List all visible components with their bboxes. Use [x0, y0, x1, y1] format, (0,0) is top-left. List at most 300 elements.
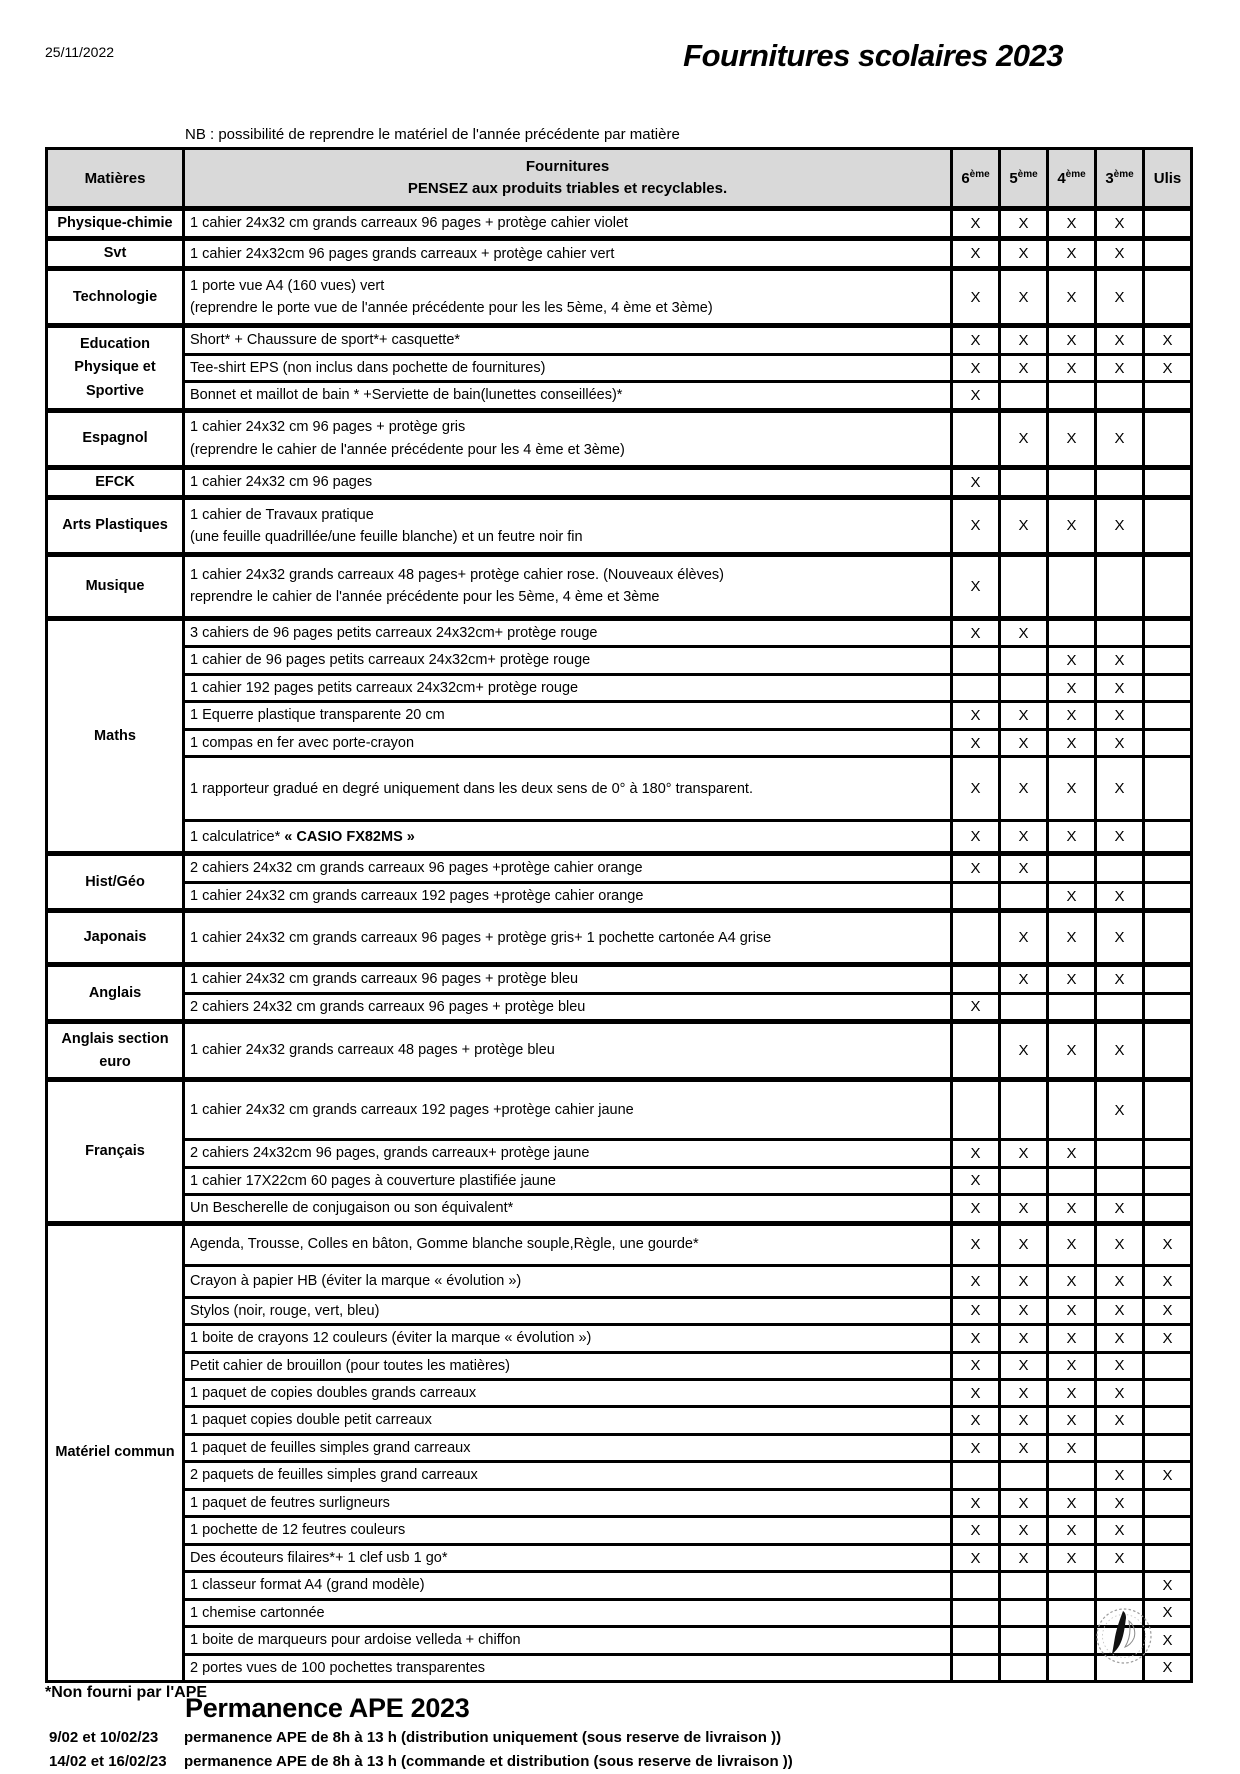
mark-cell: X — [1048, 1380, 1096, 1407]
table-row — [47, 1627, 1192, 1654]
mark-cell: X — [1096, 965, 1144, 993]
mark-cell — [1144, 467, 1192, 497]
mark-cell: X — [1000, 965, 1048, 993]
mark-cell — [1048, 1462, 1096, 1489]
mark-cell: X — [952, 1195, 1000, 1223]
mark-cell — [1144, 821, 1192, 854]
mark-cell: X — [1048, 1517, 1096, 1544]
mark-cell: X — [1000, 269, 1048, 326]
nb-note: NB : possibilité de reprendre le matériel de l'année précédente par matière — [185, 126, 680, 143]
mark-cell: X — [1048, 674, 1096, 701]
mark-cell: X — [1096, 1462, 1144, 1489]
supply-cell: 1 chemise cartonnée — [184, 1599, 952, 1626]
mark-cell: X — [1000, 1297, 1048, 1324]
mark-cell — [952, 911, 1000, 965]
supply-cell: 1 cahier 24x32 grands carreaux 48 pages + protège bleu — [184, 1022, 952, 1080]
mark-cell: X — [952, 497, 1000, 554]
mark-cell: X — [1000, 410, 1048, 467]
supply-cell: 2 cahiers 24x32cm 96 pages, grands carreaux+ protège jaune — [184, 1140, 952, 1167]
mark-cell: X — [1000, 1325, 1048, 1352]
mark-cell: X — [1000, 326, 1048, 354]
mark-cell — [1144, 729, 1192, 756]
mark-cell: X — [1096, 209, 1144, 239]
supply-cell: 2 cahiers 24x32 cm grands carreaux 96 pages + protège bleu — [184, 993, 952, 1021]
mark-cell — [1048, 854, 1096, 882]
header-grade-4eme: 4ème — [1048, 149, 1096, 209]
table-row — [47, 209, 1192, 239]
table-row — [47, 1325, 1192, 1352]
mark-cell: X — [1048, 269, 1096, 326]
mark-cell — [1000, 467, 1048, 497]
mark-cell — [1000, 1167, 1048, 1194]
supply-cell: 2 portes vues de 100 pochettes transparentes — [184, 1654, 952, 1681]
mark-cell: X — [952, 1407, 1000, 1434]
mark-cell — [1048, 1654, 1096, 1681]
mark-cell: X — [1096, 1489, 1144, 1516]
supply-cell: 1 cahier 24x32 cm grands carreaux 192 pages +protège cahier jaune — [184, 1080, 952, 1140]
header-grade-6eme: 6ème — [952, 149, 1000, 209]
mark-cell: X — [1048, 647, 1096, 674]
mark-cell: X — [1000, 854, 1048, 882]
supply-cell: 1 paquet de copies doubles grands carreaux — [184, 1380, 952, 1407]
supply-cell: 1 Equerre plastique transparente 20 cm — [184, 702, 952, 729]
table-row — [47, 554, 1192, 618]
mark-cell — [952, 647, 1000, 674]
supply-cell: 1 cahier 24x32 cm 96 pages + protège gris (reprendre le cahier de l'année précédente pour les 4 ème et 3ème) — [184, 410, 952, 467]
mark-cell — [1096, 1434, 1144, 1461]
subject-cell: Français — [47, 1080, 184, 1223]
mark-cell — [1144, 239, 1192, 269]
mark-cell: X — [1096, 497, 1144, 554]
mark-cell: X — [952, 554, 1000, 618]
mark-cell: X — [952, 1167, 1000, 1194]
mark-cell: X — [1048, 965, 1096, 993]
mark-cell — [1144, 410, 1192, 467]
supply-cell: 1 boite de crayons 12 couleurs (éviter la marque « évolution ») — [184, 1325, 952, 1352]
mark-cell — [952, 410, 1000, 467]
mark-cell — [1000, 882, 1048, 910]
mark-cell: X — [1096, 269, 1144, 326]
mark-cell: X — [952, 1223, 1000, 1265]
mark-cell — [1144, 1489, 1192, 1516]
mark-cell: X — [952, 1380, 1000, 1407]
mark-cell — [1144, 674, 1192, 701]
table-row — [47, 239, 1192, 269]
mark-cell — [952, 1627, 1000, 1654]
mark-cell: X — [1000, 1352, 1048, 1379]
table-row — [47, 965, 1192, 993]
circular-stamp-logo — [1093, 1605, 1155, 1667]
supply-cell: Des écouteurs filaires*+ 1 clef usb 1 go* — [184, 1544, 952, 1571]
mark-cell: X — [1048, 702, 1096, 729]
mark-cell — [1000, 1462, 1048, 1489]
table-row — [47, 618, 1192, 646]
mark-cell — [1048, 554, 1096, 618]
mark-cell: X — [1096, 882, 1144, 910]
header-fournitures-line1: Fournitures — [525, 157, 610, 175]
mark-cell — [1144, 269, 1192, 326]
mark-cell — [1048, 1080, 1096, 1140]
supply-cell: 1 rapporteur gradué en degré uniquement dans les deux sens de 0° à 180° transparent. — [184, 757, 952, 821]
table-row — [47, 729, 1192, 756]
mark-cell: X — [952, 854, 1000, 882]
mark-cell: X — [1144, 354, 1192, 381]
subject-cell: Technologie — [47, 269, 184, 326]
not-provided-note: *Non fourni par l'APE — [45, 1684, 208, 1701]
mark-cell: X — [1096, 1517, 1144, 1544]
subject-cell: Espagnol — [47, 410, 184, 467]
mark-cell — [1144, 1544, 1192, 1571]
supply-cell: 3 cahiers de 96 pages petits carreaux 24x32cm+ protège rouge — [184, 618, 952, 646]
mark-cell — [1144, 382, 1192, 410]
mark-cell: X — [1048, 1223, 1096, 1265]
supply-cell: 1 cahier 24x32 cm grands carreaux 96 pages + protège cahier violet — [184, 209, 952, 239]
supply-cell: Crayon à papier HB (éviter la marque « évolution ») — [184, 1265, 952, 1297]
supply-cell: Bonnet et maillot de bain * +Serviette de bain(lunettes conseillées)* — [184, 382, 952, 410]
table-row — [47, 410, 1192, 467]
table-row — [47, 1434, 1192, 1461]
header-fournitures-line2: PENSEZ aux produits triables et recyclables. — [407, 180, 728, 197]
mark-cell — [1144, 965, 1192, 993]
table-row — [47, 674, 1192, 701]
mark-cell: X — [952, 1517, 1000, 1544]
mark-cell: X — [1000, 497, 1048, 554]
mark-cell: X — [1000, 757, 1048, 821]
table-row — [47, 1407, 1192, 1434]
mark-cell — [952, 1022, 1000, 1080]
mark-cell: X — [1000, 1022, 1048, 1080]
mark-cell: X — [1096, 1223, 1144, 1265]
header-matieres: Matières — [47, 149, 184, 209]
mark-cell — [1144, 757, 1192, 821]
mark-cell: X — [952, 821, 1000, 854]
mark-cell — [1048, 1627, 1096, 1654]
subject-cell: Maths — [47, 618, 184, 853]
table-row — [47, 911, 1192, 965]
mark-cell — [1096, 993, 1144, 1021]
mark-cell — [1144, 554, 1192, 618]
mark-cell: X — [1144, 1265, 1192, 1297]
page-date: 25/11/2022 — [45, 44, 115, 60]
mark-cell: X — [1000, 729, 1048, 756]
table-row — [47, 854, 1192, 882]
mark-cell: X — [1000, 209, 1048, 239]
table-row — [47, 1195, 1192, 1223]
header-grade-ulis: Ulis — [1144, 149, 1192, 209]
supply-cell: 1 paquet de feutres surligneurs — [184, 1489, 952, 1516]
permanence-date: 9/02 et 10/02/23 — [49, 1729, 159, 1747]
mark-cell — [1144, 1022, 1192, 1080]
mark-cell: X — [1096, 1325, 1144, 1352]
table-row — [47, 1380, 1192, 1407]
mark-cell — [1000, 1080, 1048, 1140]
mark-cell: X — [1144, 1325, 1192, 1352]
mark-cell: X — [952, 1434, 1000, 1461]
mark-cell: X — [1048, 209, 1096, 239]
table-row — [47, 1572, 1192, 1599]
mark-cell — [1144, 1195, 1192, 1223]
mark-cell: X — [1048, 1544, 1096, 1571]
mark-cell: X — [1000, 1265, 1048, 1297]
mark-cell: X — [1048, 882, 1096, 910]
mark-cell: X — [1096, 410, 1144, 467]
mark-cell: X — [952, 354, 1000, 381]
mark-cell: X — [1000, 702, 1048, 729]
supply-cell: 1 calculatrice* « CASIO FX82MS » — [184, 821, 952, 854]
header-fournitures — [184, 149, 952, 209]
subject-cell: Hist/Géo — [47, 854, 184, 911]
mark-cell: X — [952, 702, 1000, 729]
mark-cell: X — [1144, 1462, 1192, 1489]
mark-cell — [1096, 1572, 1144, 1599]
mark-cell: X — [1048, 1434, 1096, 1461]
mark-cell: X — [1096, 911, 1144, 965]
mark-cell: X — [952, 1140, 1000, 1167]
supply-cell: 1 cahier 24x32cm 96 pages grands carreaux + protège cahier vert — [184, 239, 952, 269]
mark-cell — [1144, 1080, 1192, 1140]
mark-cell: X — [1048, 821, 1096, 854]
supply-cell: 1 cahier 24x32 grands carreaux 48 pages+ protège cahier rose. (Nouveaux élèves) reprendre le cahier de l'année précédente pour les 5ème, 4 ème et 3ème — [184, 554, 952, 618]
mark-cell: X — [1048, 497, 1096, 554]
table-row — [47, 467, 1192, 497]
mark-cell: X — [1048, 757, 1096, 821]
mark-cell: X — [1096, 1380, 1144, 1407]
supply-cell: 1 classeur format A4 (grand modèle) — [184, 1572, 952, 1599]
mark-cell: X — [1144, 1572, 1192, 1599]
mark-cell: X — [952, 239, 1000, 269]
table-row — [47, 1462, 1192, 1489]
mark-cell — [1048, 1599, 1096, 1626]
mark-cell: X — [952, 269, 1000, 326]
subject-cell: Musique — [47, 554, 184, 618]
mark-cell: X — [1048, 1352, 1096, 1379]
table-row — [47, 702, 1192, 729]
supply-cell: 1 cahier de 96 pages petits carreaux 24x32cm+ protège rouge — [184, 647, 952, 674]
mark-cell — [1096, 554, 1144, 618]
mark-cell: X — [1096, 702, 1144, 729]
mark-cell — [1144, 1517, 1192, 1544]
mark-cell: X — [1048, 239, 1096, 269]
permanence-date: 14/02 et 16/02/23 — [49, 1753, 167, 1771]
stamp-silhouette — [1112, 1611, 1126, 1654]
mark-cell — [952, 1599, 1000, 1626]
mark-cell — [1096, 618, 1144, 646]
mark-cell — [1144, 497, 1192, 554]
supply-cell: 1 boite de marqueurs pour ardoise velleda + chiffon — [184, 1627, 952, 1654]
mark-cell: X — [1000, 1434, 1048, 1461]
mark-cell — [1144, 993, 1192, 1021]
subject-cell: Svt — [47, 239, 184, 269]
mark-cell: X — [1144, 1223, 1192, 1265]
table-row — [47, 1265, 1192, 1297]
mark-cell: X — [1000, 1407, 1048, 1434]
mark-cell — [952, 674, 1000, 701]
mark-cell: X — [952, 1265, 1000, 1297]
mark-cell: X — [1096, 674, 1144, 701]
supply-cell: 1 paquet de feuilles simples grand carreaux — [184, 1434, 952, 1461]
subject-cell: Anglais — [47, 965, 184, 1022]
mark-cell: X — [952, 1352, 1000, 1379]
table-row — [47, 1489, 1192, 1516]
permanence-line — [45, 1726, 1190, 1750]
supply-cell: 1 pochette de 12 feutres couleurs — [184, 1517, 952, 1544]
mark-cell: X — [952, 382, 1000, 410]
mark-cell — [1144, 209, 1192, 239]
table-row — [47, 1022, 1192, 1080]
mark-cell — [1048, 1572, 1096, 1599]
mark-cell: X — [1096, 729, 1144, 756]
mark-cell — [1144, 618, 1192, 646]
table-row — [47, 1080, 1192, 1140]
mark-cell: X — [1048, 1325, 1096, 1352]
mark-cell — [1144, 1407, 1192, 1434]
mark-cell — [1144, 702, 1192, 729]
mark-cell — [1144, 882, 1192, 910]
table-row — [47, 269, 1192, 326]
subject-cell: Anglais section euro — [47, 1022, 184, 1080]
mark-cell: X — [1048, 1022, 1096, 1080]
mark-cell — [1144, 1140, 1192, 1167]
header-grade-3eme: 3ème — [1096, 149, 1144, 209]
mark-cell — [1144, 1352, 1192, 1379]
table-row — [47, 1140, 1192, 1167]
mark-cell — [952, 882, 1000, 910]
mark-cell: X — [1048, 410, 1096, 467]
table-row — [47, 1544, 1192, 1571]
mark-cell: X — [1048, 911, 1096, 965]
mark-cell: X — [1048, 326, 1096, 354]
supply-cell: Agenda, Trousse, Colles en bâton, Gomme blanche souple,Règle, une gourde* — [184, 1223, 952, 1265]
mark-cell — [1000, 554, 1048, 618]
table-row — [47, 382, 1192, 410]
mark-cell: X — [1000, 354, 1048, 381]
subject-cell: Physique-chimie — [47, 209, 184, 239]
supply-cell: 1 cahier de Travaux pratique (une feuille quadrillée/une feuille blanche) et un feutre noir fin — [184, 497, 952, 554]
supply-cell: 1 cahier 24x32 cm 96 pages — [184, 467, 952, 497]
header-grade-5eme: 5ème — [1000, 149, 1048, 209]
mark-cell — [1144, 1434, 1192, 1461]
permanence-heading: Permanence APE 2023 — [185, 1693, 470, 1724]
mark-cell: X — [952, 1325, 1000, 1352]
mark-cell: X — [952, 326, 1000, 354]
mark-cell — [1048, 467, 1096, 497]
supply-cell: 1 cahier 24x32 cm grands carreaux 192 pages +protège cahier orange — [184, 882, 952, 910]
mark-cell — [1096, 1140, 1144, 1167]
table-row — [47, 757, 1192, 821]
mark-cell — [1048, 618, 1096, 646]
table-row — [47, 497, 1192, 554]
mark-cell: X — [1000, 239, 1048, 269]
mark-cell — [1096, 1167, 1144, 1194]
mark-cell: X — [1048, 1407, 1096, 1434]
mark-cell: X — [1048, 1195, 1096, 1223]
mark-cell — [1000, 1599, 1048, 1626]
mark-cell: X — [952, 729, 1000, 756]
mark-cell: X — [952, 1544, 1000, 1571]
mark-cell: X — [1000, 1195, 1048, 1223]
mark-cell: X — [1096, 757, 1144, 821]
mark-cell: X — [1096, 1080, 1144, 1140]
table-row — [47, 821, 1192, 854]
subject-cell: Education Physique et Sportive — [47, 326, 184, 410]
supply-cell: 2 cahiers 24x32 cm grands carreaux 96 pages +protège cahier orange — [184, 854, 952, 882]
mark-cell: X — [952, 1297, 1000, 1324]
table-row — [47, 326, 1192, 354]
mark-cell: X — [952, 757, 1000, 821]
supply-cell: Short* + Chaussure de sport*+ casquette* — [184, 326, 952, 354]
subject-cell: EFCK — [47, 467, 184, 497]
supply-cell: 2 paquets de feuilles simples grand carreaux — [184, 1462, 952, 1489]
supply-cell: Stylos (noir, rouge, vert, bleu) — [184, 1297, 952, 1324]
mark-cell: X — [952, 618, 1000, 646]
mark-cell: X — [1048, 1297, 1096, 1324]
supply-cell: 1 cahier 17X22cm 60 pages à couverture plastifiée jaune — [184, 1167, 952, 1194]
mark-cell: X — [1096, 1352, 1144, 1379]
mark-cell: X — [1048, 1140, 1096, 1167]
supply-cell: Un Bescherelle de conjugaison ou son équivalent* — [184, 1195, 952, 1223]
mark-cell — [952, 1080, 1000, 1140]
supply-cell: 1 paquet copies double petit carreaux — [184, 1407, 952, 1434]
mark-cell: X — [1096, 1265, 1144, 1297]
table-row — [47, 1297, 1192, 1324]
supply-cell: 1 cahier 24x32 cm grands carreaux 96 pages + protège bleu — [184, 965, 952, 993]
table-row — [47, 1654, 1192, 1681]
mark-cell — [1000, 674, 1048, 701]
mark-cell: X — [1144, 1599, 1192, 1626]
table-row — [47, 647, 1192, 674]
mark-cell — [1048, 993, 1096, 1021]
mark-cell: X — [1144, 1654, 1192, 1681]
mark-cell: X — [1000, 821, 1048, 854]
mark-cell: X — [1000, 1544, 1048, 1571]
table-row — [47, 1167, 1192, 1194]
mark-cell — [1000, 1654, 1048, 1681]
mark-cell: X — [1096, 239, 1144, 269]
table-row — [47, 882, 1192, 910]
mark-cell — [1096, 467, 1144, 497]
mark-cell: X — [1048, 1489, 1096, 1516]
table-row — [47, 1223, 1192, 1265]
mark-cell — [1000, 993, 1048, 1021]
mark-cell: X — [1000, 911, 1048, 965]
header-row — [47, 149, 1192, 209]
mark-cell: X — [1096, 1544, 1144, 1571]
supply-cell: 1 cahier 24x32 cm grands carreaux 96 pages + protège gris+ 1 pochette cartonée A4 grise — [184, 911, 952, 965]
mark-cell: X — [1144, 326, 1192, 354]
permanence-text: permanence APE de 8h à 13 h (commande et distribution (sous reserve de livraison )) — [184, 1753, 793, 1771]
subject-cell: Matériel commun — [47, 1223, 184, 1682]
mark-cell: X — [1096, 1195, 1144, 1223]
mark-cell: X — [1048, 1265, 1096, 1297]
mark-cell: X — [1096, 647, 1144, 674]
mark-cell — [1000, 382, 1048, 410]
supplies-table — [45, 147, 1193, 1683]
table-row — [47, 993, 1192, 1021]
mark-cell — [1000, 647, 1048, 674]
mark-cell — [1144, 1380, 1192, 1407]
page-title: Fournitures scolaires 2023 — [683, 38, 1063, 73]
mark-cell — [952, 1572, 1000, 1599]
mark-cell — [1144, 911, 1192, 965]
table-row — [47, 354, 1192, 381]
mark-cell: X — [1000, 618, 1048, 646]
supply-cell: 1 cahier 192 pages petits carreaux 24x32cm+ protège rouge — [184, 674, 952, 701]
mark-cell: X — [1096, 326, 1144, 354]
mark-cell — [952, 1654, 1000, 1681]
table-row — [47, 1517, 1192, 1544]
mark-cell: X — [1000, 1489, 1048, 1516]
supply-cell: 1 porte vue A4 (160 vues) vert (reprendre le porte vue de l'année précédente pour les les 5ème, 4 ème et 3ème) — [184, 269, 952, 326]
